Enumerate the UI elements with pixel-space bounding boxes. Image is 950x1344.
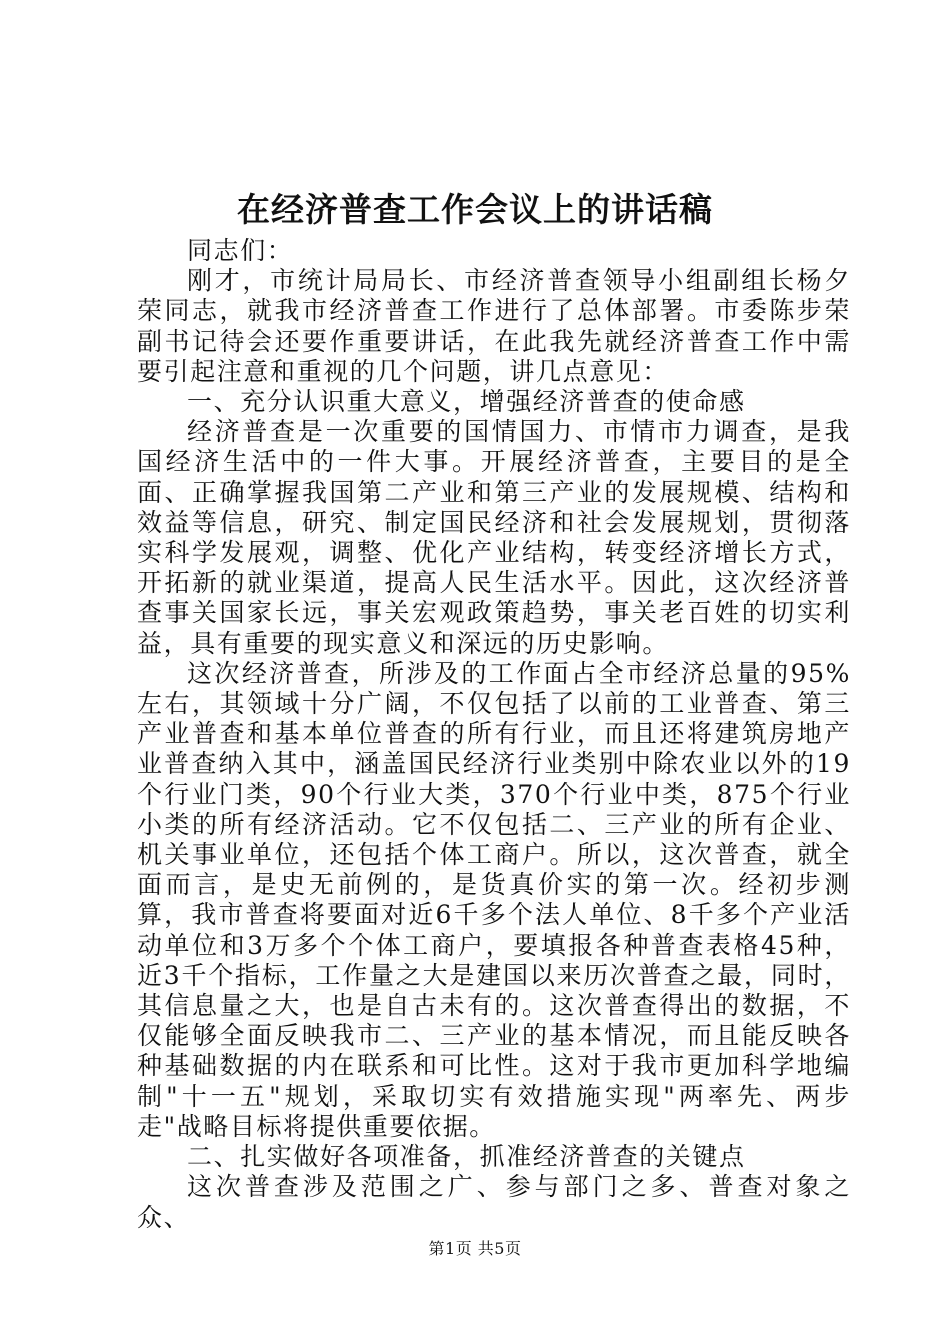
section-heading: 一、充分认识重大意义，增强经济普查的使命感 (187, 387, 746, 417)
paragraph: 这次经济普查，所涉及的工作面占全市经济总量的95%左右，其领域十分广阔，不仅包括了以前的工业普查、第三产业普查和基本单位普查的所有行业，而且还将建筑房地产业普查纳入其中，涵盖国民经济行业类别中除农业以外的19个行业门类，90个行业大类，370个行业中类，875个行业小类的所有经济活动。它不仅包括二、三产业的所有企业、机关事业单位，还包括个体工商户。所以，这次普查，就全面而言，是史无前例的，是货真价实的第一次。经初步测算，我市普查将要面对近6千多个法人单位、8千多个产业活动单位和3万多个个体工商户，要填报各种普查表格45种，近3千个指标，工作量之大是建国以来历次普查之最，同时，其信息量之大，也是自古未有的。这次普查得出的数据，不仅能够全面反映我市二、三产业的基本情况，而且能反映各种基础数据的内在联系和可比性。这对于我市更加科学地编制"十一五"规划，采取切实有效措施实现"两率先、两步走"战略目标将提供重要依据。 (137, 658, 851, 1141)
paragraph: 刚才，市统计局局长、市经济普查领导小组副组长杨夕荣同志，就我市经济普查工作进行了总体部署。市委陈步荣副书记待会还要作重要讲话，在此我先就经济普查工作中需要引起注意和重视的几个问题，讲几点意见： (137, 266, 851, 386)
document-title: 在经济普查工作会议上的讲话稿 (237, 190, 713, 229)
paragraph: 经济普查是一次重要的国情国力、市情市力调查，是我国经济生活中的一件大事。开展经济普查，主要目的是全面、正确掌握我国第二产业和第三产业的发展规模、结构和效益等信息，研究、制定国民经济和社会发展规划，贯彻落实科学发展观，调整、优化产业结构，转变经济增长方式，开拓新的就业渠道，提高人民生活水平。因此，这次经济普查事关国家长远，事关宏观政策趋势，事关老百姓的切实利益，具有重要的现实意义和深远的历史影响。 (137, 417, 851, 658)
paragraph: 这次普查涉及范围之广、参与部门之多、普查对象之众、 (137, 1172, 851, 1232)
document-body (137, 236, 851, 1233)
section-heading: 二、扎实做好各项准备，抓准经济普查的关键点 (187, 1142, 746, 1172)
page-footer: 第1页 共5页 (428, 1239, 522, 1258)
salutation: 同志们： (187, 236, 294, 265)
